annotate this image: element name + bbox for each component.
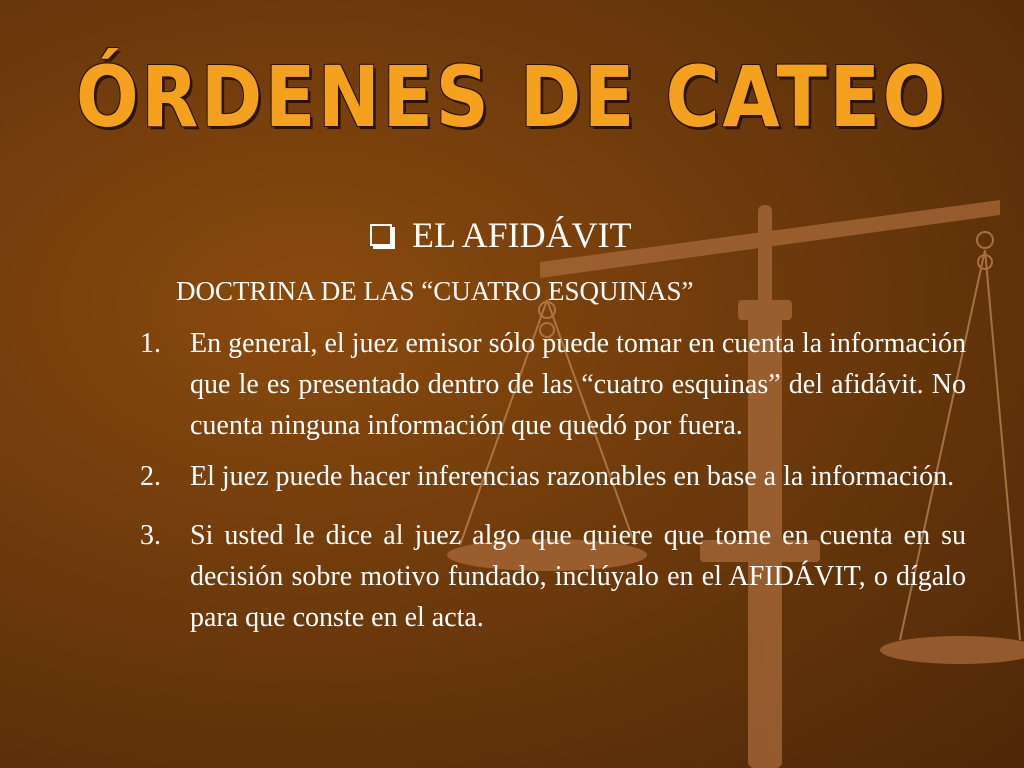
slide-title: ÓRDENES DE CATEO	[75, 48, 949, 146]
item-number: 1.	[140, 328, 161, 359]
slide-heading: EL AFIDÁVIT	[412, 215, 632, 255]
item-text: Si usted le dice al juez algo que quiere que tome en cuenta en su decisión sobre motivo fundado, inclúyalo en el AFIDÁVIT, o dígalo para que conste en el acta.	[190, 520, 966, 633]
list-item	[140, 323, 966, 446]
checkbox-bullet-icon	[370, 224, 392, 246]
item-text: El juez puede hacer inferencias razonables en base a la información.	[190, 461, 955, 492]
list-item	[140, 456, 966, 497]
item-number: 3.	[140, 520, 161, 551]
points-list	[140, 323, 966, 638]
item-number: 2.	[140, 461, 161, 492]
list-item	[140, 515, 966, 638]
slide-subheading: DOCTRINA DE LAS “CUATRO ESQUINAS”	[176, 276, 694, 306]
heading-row	[370, 214, 632, 256]
item-text: En general, el juez emisor sólo puede tomar en cuenta la información que le es presentado dentro de las “cuatro esquinas” del afidávit. No cuenta ninguna información que quedó por fuera.	[190, 328, 966, 441]
